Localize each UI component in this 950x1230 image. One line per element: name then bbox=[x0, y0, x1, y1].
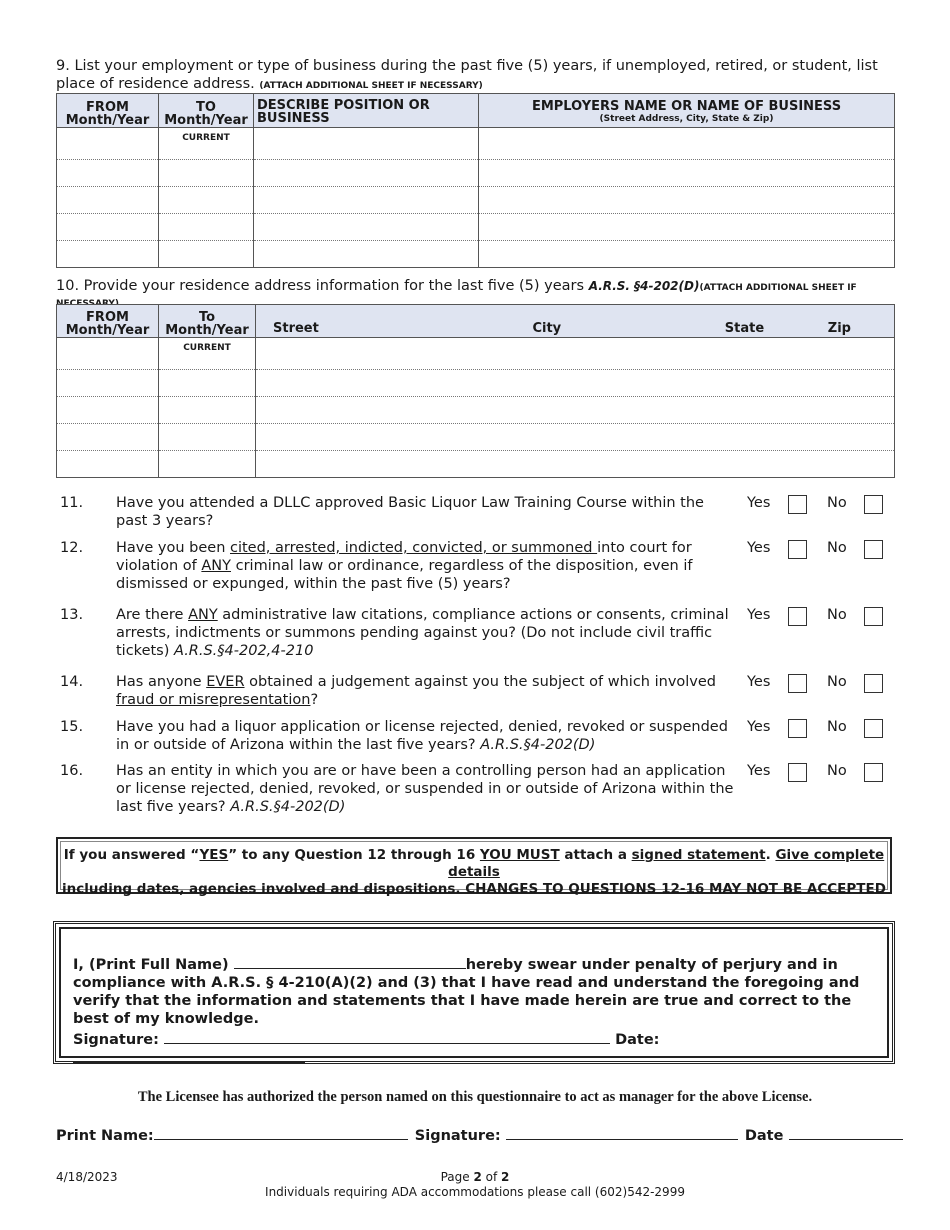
table-cell[interactable] bbox=[159, 451, 256, 478]
yes-label: Yes bbox=[747, 495, 771, 511]
question-number: 15. bbox=[60, 719, 84, 735]
signature-field[interactable] bbox=[164, 1029, 610, 1044]
table-cell[interactable] bbox=[57, 338, 159, 370]
page-footer bbox=[0, 1170, 950, 1200]
col-zip: Zip bbox=[827, 321, 851, 336]
ada-notice: Individuals requiring ADA accommodations please call (602)542-2999 bbox=[265, 1185, 685, 1199]
yes-checkbox[interactable] bbox=[788, 763, 807, 782]
yes-checkbox[interactable] bbox=[788, 719, 807, 738]
no-label: No bbox=[827, 719, 847, 735]
yes-checkbox[interactable] bbox=[788, 607, 807, 626]
current-label: CURRENT bbox=[159, 338, 256, 370]
table-cell[interactable] bbox=[57, 214, 159, 241]
col-to: TO Month/Year bbox=[159, 94, 254, 128]
current-label: CURRENT bbox=[159, 128, 254, 160]
table-cell[interactable] bbox=[159, 424, 256, 451]
yes-label: Yes bbox=[747, 674, 771, 690]
col-from: FROM Month/Year bbox=[57, 305, 159, 338]
table-cell[interactable] bbox=[256, 370, 895, 397]
residence-table bbox=[56, 304, 895, 478]
no-checkbox[interactable] bbox=[864, 763, 883, 782]
yes-checkbox[interactable] bbox=[788, 674, 807, 693]
question-text: Has an entity in which you are or have been a controlling person had an application or license rejected, denied, revoked, or suspended in or outside of Arizona within the last five years? A.R.S.§4-202(D) bbox=[116, 763, 734, 815]
no-label: No bbox=[827, 540, 847, 556]
oath-box bbox=[53, 921, 895, 1064]
no-label: No bbox=[827, 607, 847, 623]
no-checkbox[interactable] bbox=[864, 540, 883, 559]
table-cell[interactable] bbox=[479, 187, 895, 214]
manager-signature-row bbox=[56, 1125, 916, 1144]
question-text: Have you been cited, arrested, indicted, convicted, or summoned into court for violation of ANY criminal law or ordinance, regardless of the disposition, even if dismissed or expunged, within the past five (5) years? bbox=[116, 540, 693, 592]
signature-label: Signature: bbox=[73, 1032, 159, 1048]
no-label: No bbox=[827, 674, 847, 690]
col-address bbox=[256, 305, 895, 338]
no-label: No bbox=[827, 763, 847, 779]
table-cell[interactable] bbox=[159, 397, 256, 424]
table-cell[interactable] bbox=[256, 338, 895, 370]
col-to: To Month/Year bbox=[159, 305, 256, 338]
date-label: Date: bbox=[615, 1032, 660, 1048]
table-cell[interactable] bbox=[254, 128, 479, 160]
question-number: 16. bbox=[60, 763, 84, 779]
q10-instructions: 10. Provide your residence address information for the last five (5) years A.R.S. §4-202(D)(ATTACH ADDITIONAL SHEET IF bbox=[56, 278, 857, 294]
yes-label: Yes bbox=[747, 540, 771, 556]
signature-label: Signature: bbox=[414, 1128, 501, 1144]
table-cell[interactable] bbox=[479, 160, 895, 187]
no-checkbox[interactable] bbox=[864, 607, 883, 626]
yes-checkbox[interactable] bbox=[788, 540, 807, 559]
date-label: Date bbox=[744, 1128, 784, 1144]
yes-label: Yes bbox=[747, 763, 771, 779]
table-cell[interactable] bbox=[479, 214, 895, 241]
col-from: FROM Month/Year bbox=[57, 94, 159, 128]
question-text: Has anyone EVER obtained a judgement against you the subject of which involved fraud or misrepresentation? bbox=[116, 674, 717, 708]
table-cell[interactable] bbox=[57, 397, 159, 424]
table-cell[interactable] bbox=[57, 424, 159, 451]
table-cell[interactable] bbox=[479, 128, 895, 160]
page-number: Page 2 of 2 bbox=[440, 1170, 510, 1184]
yes-checkbox[interactable] bbox=[788, 495, 807, 514]
table-cell[interactable] bbox=[254, 214, 479, 241]
date-field[interactable] bbox=[789, 1125, 903, 1140]
print-name-field[interactable] bbox=[234, 954, 466, 969]
table-cell[interactable] bbox=[159, 370, 256, 397]
print-name-label: Print Name: bbox=[56, 1128, 154, 1144]
question-text: Have you attended a DLLC approved Basic Liquor Law Training Course within the past 3 years? bbox=[116, 495, 704, 529]
col-employer: EMPLOYERS NAME OR NAME OF BUSINESS (Street Address, City, State & Zip) bbox=[479, 94, 895, 128]
col-street: Street bbox=[273, 321, 319, 336]
col-state: State bbox=[724, 321, 765, 336]
table-cell[interactable] bbox=[57, 451, 159, 478]
question-number: 12. bbox=[60, 540, 84, 556]
date-field[interactable] bbox=[73, 1048, 305, 1063]
table-cell[interactable] bbox=[254, 187, 479, 214]
table-cell[interactable] bbox=[479, 241, 895, 268]
table-cell[interactable] bbox=[256, 451, 895, 478]
question-number: 13. bbox=[60, 607, 84, 623]
question-text: Have you had a liquor application or license rejected, denied, revoked or suspended in or outside of Arizona within the last five years? A.R.S.§4-202(D) bbox=[116, 719, 728, 753]
table-cell[interactable] bbox=[159, 241, 254, 268]
oath-statement: I, (Print Full Name) hereby swear under penalty of perjury and in compliance with A.R.S. § 4-210(A)(2) and (3) that I have read and understand the foregoing and verify that the information and statements that I have made herein are true and correct to the best of my knowledge. bbox=[73, 954, 873, 1028]
table-cell[interactable] bbox=[256, 424, 895, 451]
oath-signature-row bbox=[73, 1029, 873, 1067]
print-name-field[interactable] bbox=[154, 1125, 408, 1140]
yes-label: Yes bbox=[747, 607, 771, 623]
table-cell[interactable] bbox=[57, 370, 159, 397]
licensee-authorization: The Licensee has authorized the person named on this questionnaire to act as manager for the above License. bbox=[137, 1089, 813, 1105]
no-checkbox[interactable] bbox=[864, 495, 883, 514]
table-cell[interactable] bbox=[256, 397, 895, 424]
question-text: Are there ANY administrative law citations, compliance actions or consents, criminal arrests, indictments or summons pending against you? (Do not include civil traffic tickets) A.R.S.§4-202,4-210 bbox=[116, 607, 729, 659]
no-label: No bbox=[827, 495, 847, 511]
yes-label: Yes bbox=[747, 719, 771, 735]
yes-answer-notice: If you answered “YES” to any Question 12 through 16 YOU MUST attach a signed statement. Give complete details including dates, agencies involved and dispositions. CHANGES TO QUESTIONS 12-16 MAY NOT BE ACCEPTED bbox=[56, 837, 892, 894]
table-cell[interactable] bbox=[57, 160, 159, 187]
table-cell[interactable] bbox=[159, 214, 254, 241]
table-cell[interactable] bbox=[57, 128, 159, 160]
col-city: City bbox=[532, 321, 562, 336]
revision-date: 4/18/2023 bbox=[56, 1170, 118, 1184]
table-cell[interactable] bbox=[254, 241, 479, 268]
no-checkbox[interactable] bbox=[864, 719, 883, 738]
table-cell[interactable] bbox=[57, 241, 159, 268]
employment-table bbox=[56, 93, 895, 268]
table-cell[interactable] bbox=[57, 187, 159, 214]
question-number: 11. bbox=[60, 495, 84, 511]
no-checkbox[interactable] bbox=[864, 674, 883, 693]
table-cell[interactable] bbox=[159, 187, 254, 214]
table-cell[interactable] bbox=[159, 160, 254, 187]
col-position: DESCRIBE POSITION OR BUSINESS bbox=[254, 94, 479, 128]
table-cell[interactable] bbox=[254, 160, 479, 187]
q9-instructions: 9. List your employment or type of business during the past five (5) years, if unemployed, retired, or student, list place of residence address. (ATTACH ADDITIONAL SHEET IF NECESSARY) bbox=[56, 58, 878, 92]
question-number: 14. bbox=[60, 674, 84, 690]
signature-field[interactable] bbox=[506, 1125, 738, 1140]
